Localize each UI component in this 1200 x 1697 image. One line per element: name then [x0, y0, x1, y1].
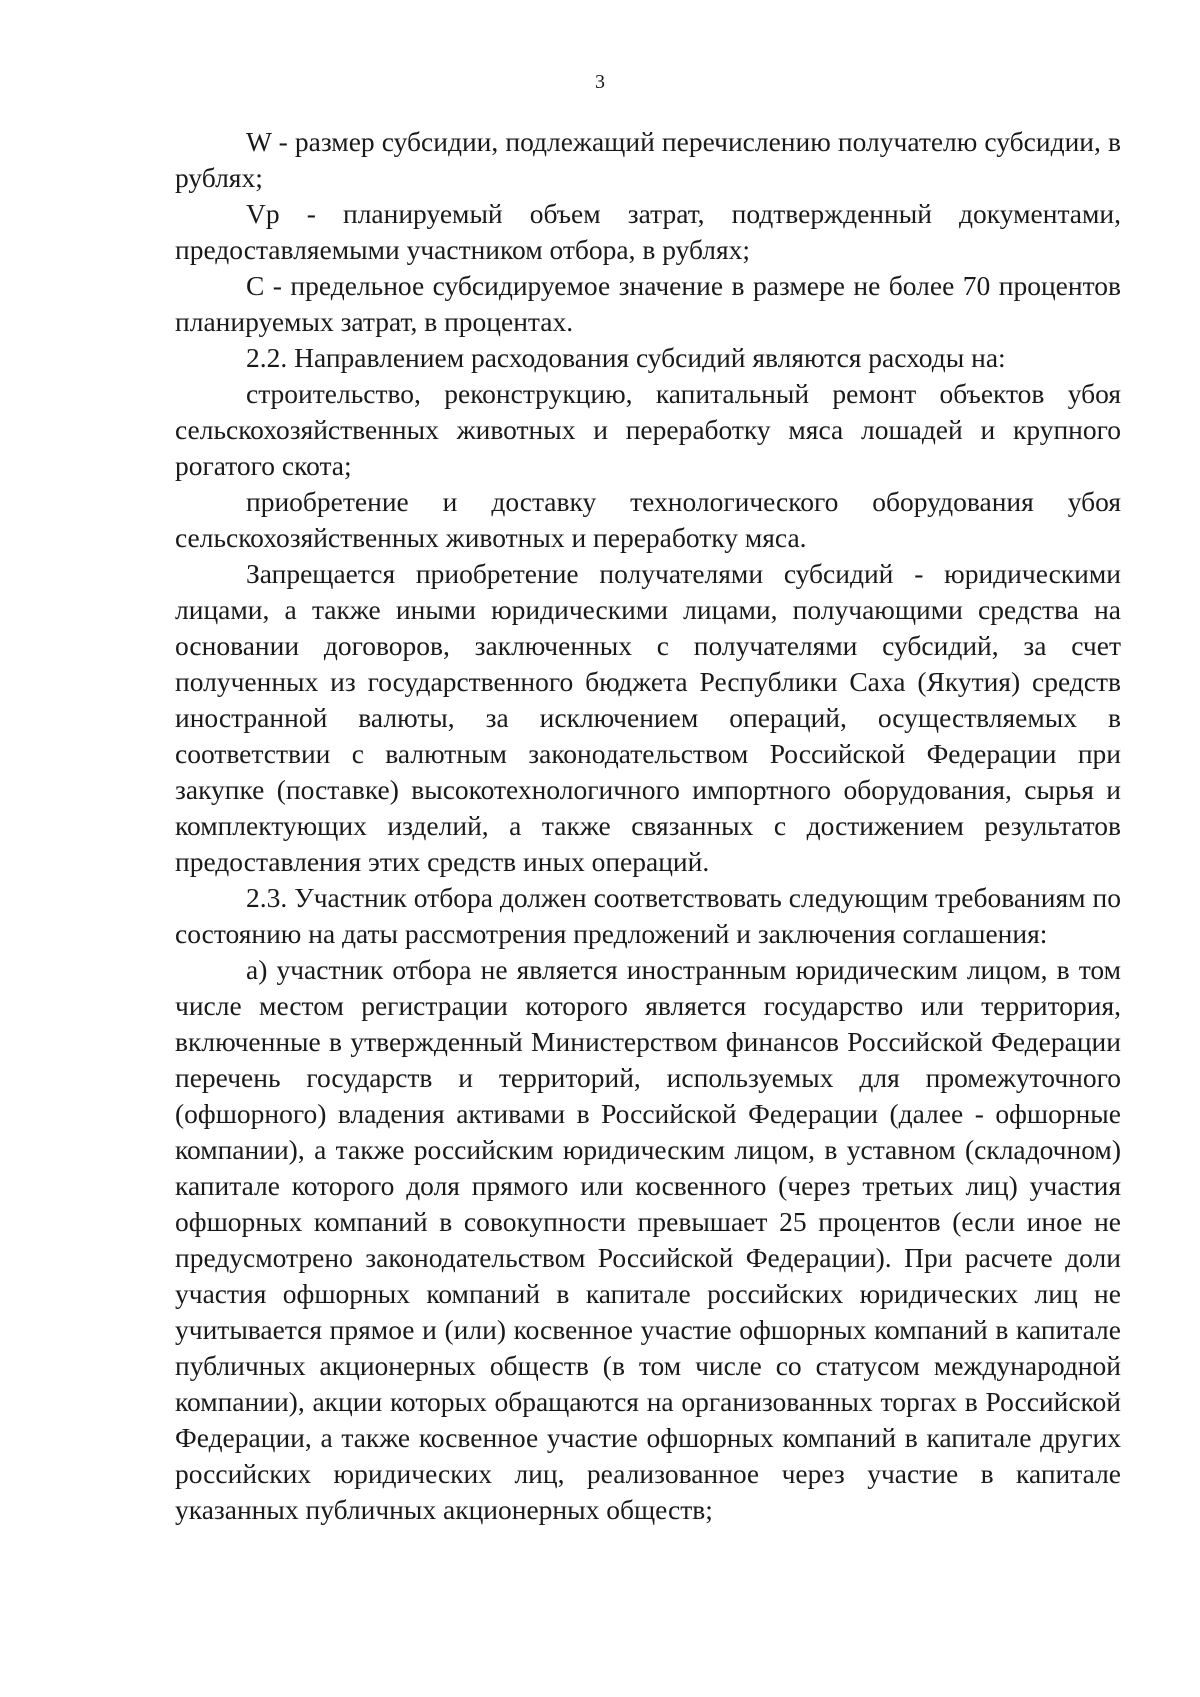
- paragraph-vp-definition: Vp - планируемый объем затрат, подтвержденный документами, предоставляемыми участником отбора, в рублях;: [175, 198, 1121, 265]
- document-body: [175, 124, 1121, 1528]
- paragraph-construction: строительство, реконструкцию, капитальный ремонт объектов убоя сельскохозяйственных животных и переработку мяса лошадей и крупного рогатого скота;: [175, 378, 1121, 481]
- paragraph-requirement-a: а) участник отбора не является иностранным юридическим лицом, в том числе местом регистрации которого является государство или территория, включенные в утвержденный Министерством финансов Российской Федерации перечень государств и территорий, используемых для промежуточного (офшорного) владения активами в Российской Федерации (далее - офшорные компании), а также российским юридическим лицом, в уставном (складочном) капитале которого доля прямого или косвенного (через третьих лиц) участия офшорных компаний в совокупности превышает 25 процентов (если иное не предусмотрено законодательством Российской Федерации). При расчете доли участия офшорных компаний в капитале российских юридических лиц не учитывается прямое и (или) косвенное участие офшорных компаний в капитале публичных акционерных обществ (в том числе со статусом международной компании), акции которых обращаются на организованных торгах в Российской Федерации, а также косвенное участие офшорных компаний в капитале других российских юридических лиц, реализованное через участие в капитале указанных публичных акционерных обществ;: [175, 954, 1121, 1525]
- paragraph-w-definition: W - размер субсидии, подлежащий перечислению получателю субсидии, в рублях;: [175, 126, 1121, 193]
- paragraph-c-definition: C - предельное субсидируемое значение в размере не более 70 процентов планируемых затрат, в процентах.: [175, 270, 1121, 337]
- paragraph-prohibition: Запрещается приобретение получателями субсидий - юридическими лицами, а также иными юридическими лицами, получающими средства на основании договоров, заключенных с получателями субсидий, за счет полученных из государственного бюджета Республики Саха (Якутия) средств иностранной валюты, за исключением операций, осуществляемых в соответствии с валютным законодательством Российской Федерации при закупке (поставке) высокотехнологичного импортного оборудования, сырья и комплектующих изделий, а также связанных с достижением результатов предоставления этих средств иных операций.: [175, 558, 1121, 877]
- paragraph-section-2-3: 2.3. Участник отбора должен соответствовать следующим требованиям по состоянию на даты рассмотрения предложений и заключения соглашения:: [175, 882, 1121, 949]
- paragraph-section-2-2: 2.2. Направлением расходования субсидий являются расходы на:: [246, 342, 1006, 373]
- paragraph-equipment: приобретение и доставку технологического оборудования убоя сельскохозяйственных животных и переработку мяса.: [175, 486, 1121, 553]
- page-number: 3: [595, 71, 605, 93]
